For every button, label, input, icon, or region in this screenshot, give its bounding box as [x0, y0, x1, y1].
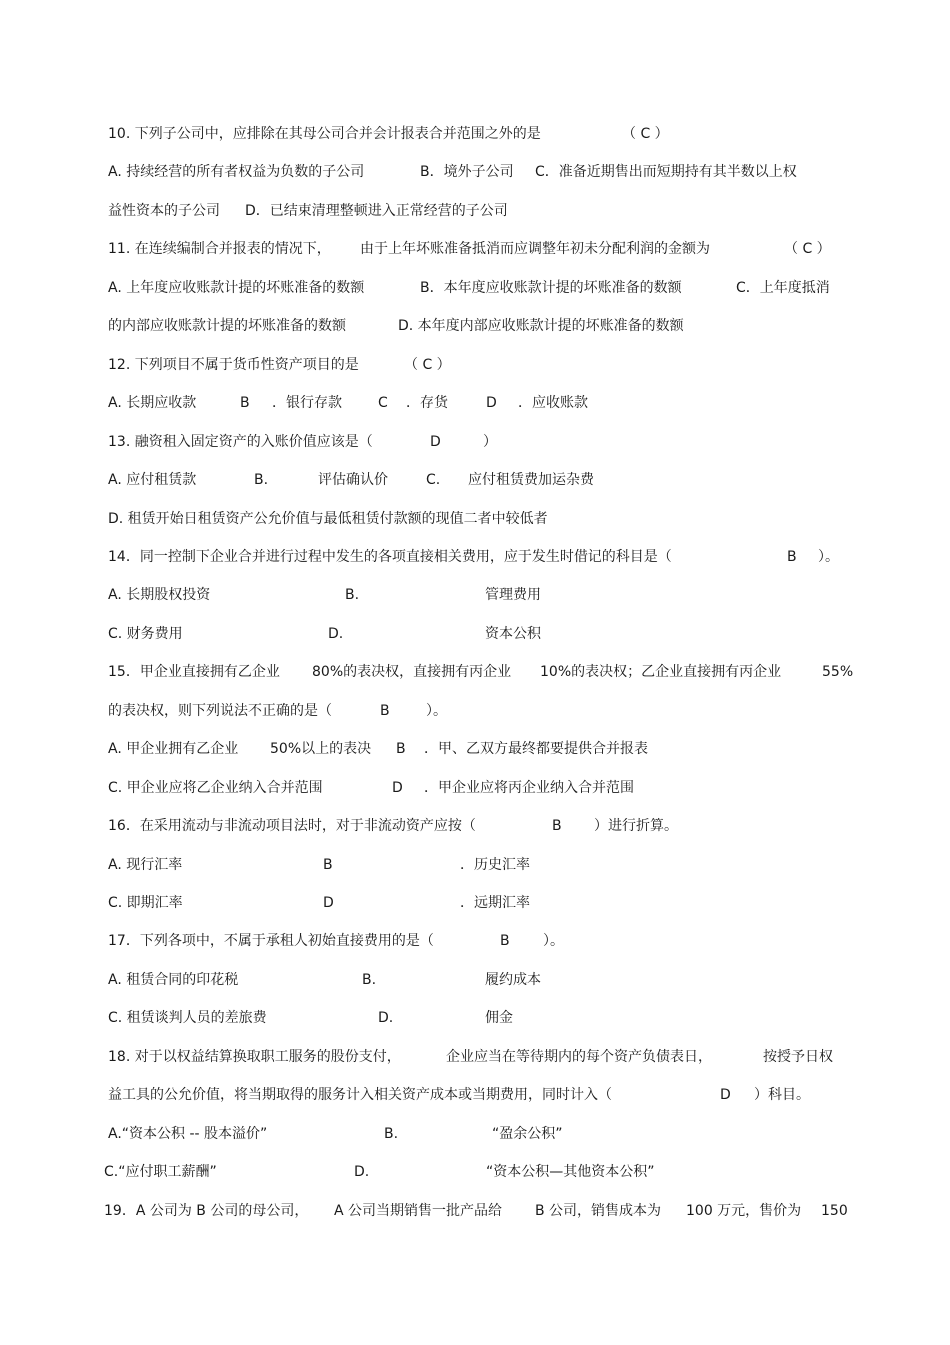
text-segment: B．本年度应收账款计提的坏账准备的数额 [420, 279, 682, 296]
text-segment: B [380, 702, 390, 719]
text-segment: 益工具的公允价值，将当期取得的服务计入相关资产成本或当期费用，同时计入（ [108, 1087, 612, 1104]
text-segment: D [323, 895, 334, 911]
text-segment: B [787, 548, 797, 565]
text-line [0, 508, 950, 530]
text-segment: 19．A 公司为 B 公司的母公司， [104, 1202, 309, 1219]
text-segment: ．存货 [406, 395, 448, 412]
text-line [0, 1123, 950, 1145]
text-line [0, 738, 950, 760]
text-segment: 10. 下列子公司中，应排除在其母公司合并会计报表合并范围之外的是 [108, 126, 541, 142]
text-segment: D [720, 1087, 731, 1104]
text-segment: 企业应当在等待期内的每个资产负债表日， [446, 1048, 712, 1065]
text-line [0, 854, 950, 876]
text-line [0, 1007, 950, 1029]
text-segment: B．境外子公司 [420, 164, 514, 181]
text-line [0, 1161, 950, 1183]
text-line [0, 700, 950, 722]
text-segment: C. 即期汇率 [108, 895, 183, 911]
text-segment: ）科目。 [754, 1087, 810, 1104]
text-segment: D. [354, 1164, 370, 1181]
text-segment: ）。 [818, 548, 839, 565]
text-line [0, 315, 950, 337]
text-segment: 按授予日权 [763, 1048, 833, 1065]
text-segment: ．应收账款 [518, 395, 588, 412]
text-segment: C [378, 395, 388, 412]
text-segment: B. [362, 971, 377, 988]
text-segment: B [552, 818, 562, 835]
text-segment: C. 财务费用 [108, 625, 183, 642]
text-segment: 的表决权，则下列说法不正确的是（ [108, 702, 332, 719]
text-line [0, 161, 950, 183]
text-line [0, 200, 950, 222]
text-segment: A. 长期应收款 [108, 395, 197, 412]
text-segment: C.“应付职工薪酬” [104, 1164, 217, 1181]
text-line [0, 469, 950, 491]
text-line [0, 584, 950, 606]
text-line [0, 123, 950, 145]
text-segment: D [392, 779, 403, 796]
text-segment: 16．在采用流动与非流动项目法时，对于非流动资产应按（ [108, 818, 476, 835]
text-segment: 应付租赁费加运杂费 [468, 472, 594, 489]
text-line [0, 392, 950, 414]
text-segment: A. 租赁合同的印花税 [108, 971, 239, 988]
text-segment: 佣金 [485, 1010, 513, 1027]
text-segment: （ C ） [784, 241, 831, 258]
text-segment: 18. 对于以权益结算换取职工服务的股份支付， [108, 1048, 401, 1065]
text-segment: C. 租赁谈判人员的差旅费 [108, 1010, 267, 1027]
text-segment: B [240, 395, 250, 412]
text-segment: 100 万元，售价为 [686, 1202, 802, 1219]
text-segment: B [323, 856, 333, 873]
text-segment: A. 应付租赁款 [108, 472, 197, 489]
text-segment: B [500, 933, 510, 950]
text-segment: D．已结束清理整顿进入正常经营的子公司 [245, 202, 508, 219]
text-segment: 10%的表决权；乙企业直接拥有丙企业 [540, 664, 782, 681]
text-line [0, 431, 950, 453]
text-segment: A. 长期股权投资 [108, 587, 211, 604]
text-segment: （ C ） [622, 126, 669, 142]
text-segment: 50%以上的表决 [270, 741, 372, 758]
text-segment: “资本公积—其他资本公积” [486, 1164, 655, 1181]
text-segment: “盈余公积” [492, 1125, 563, 1142]
text-segment: ）。 [543, 933, 564, 950]
text-segment: 益性资本的子公司 [108, 202, 220, 219]
text-segment: D. [328, 625, 344, 642]
text-line [0, 623, 950, 645]
text-segment: A. 甲企业拥有乙企业 [108, 741, 239, 758]
text-segment: D. 租赁开始日租赁资产公允价值与最低租赁付款额的现值二者中较低者 [108, 510, 548, 527]
text-segment: 15．甲企业直接拥有乙企业 [108, 664, 280, 681]
text-segment: B. [345, 587, 360, 604]
text-segment: D [430, 433, 441, 450]
text-segment: A.“资本公积 -- 股本溢价” [108, 1125, 268, 1142]
text-line [0, 1084, 950, 1106]
text-segment: C. 甲企业应将乙企业纳入合并范围 [108, 779, 323, 796]
text-segment: D [486, 395, 497, 412]
text-segment: 17．下列各项中，不属于承租人初始直接费用的是（ [108, 933, 434, 950]
text-line [0, 354, 950, 376]
text-segment: A. 持续经营的所有者权益为负数的子公司 [108, 164, 365, 181]
text-segment: B 公司，销售成本为 [535, 1202, 662, 1219]
text-line [0, 661, 950, 683]
text-segment: 管理费用 [485, 587, 541, 604]
text-segment: 12. 下列项目不属于货币性资产项目的是 [108, 356, 359, 373]
text-segment: D. 本年度内部应收账款计提的坏账准备的数额 [398, 318, 684, 335]
text-segment: B. [254, 472, 269, 489]
text-segment: 的内部应收账款计提的坏账准备的数额 [108, 318, 346, 335]
text-segment: C．上年度抵消 [736, 279, 830, 296]
text-segment: （ C ） [404, 356, 451, 373]
text-segment: B [396, 741, 406, 758]
text-segment: 由于上年坏账准备抵消而应调整年初未分配利润的金额为 [360, 241, 710, 258]
text-segment: 150 [821, 1202, 848, 1219]
text-segment: ．银行存款 [272, 395, 342, 412]
text-segment: ）进行折算。 [594, 818, 678, 835]
text-segment: 14．同一控制下企业合并进行过程中发生的各项直接相关费用，应于发生时借记的科目是（ [108, 548, 672, 565]
text-segment: C. [426, 472, 441, 489]
text-segment: A 公司当期销售一批产品给 [334, 1202, 503, 1219]
text-segment: ．远期汇率 [460, 895, 530, 911]
text-segment: 11. 在连续编制合并报表的情况下， [108, 241, 331, 258]
text-line [0, 815, 950, 837]
text-segment: ．甲、乙双方最终都要提供合并报表 [424, 741, 648, 758]
text-segment: ）。 [426, 702, 447, 719]
text-line [0, 892, 950, 914]
text-line [0, 1046, 950, 1068]
text-line [0, 930, 950, 952]
text-line [0, 238, 950, 260]
text-segment: D. [378, 1010, 394, 1027]
text-line [0, 777, 950, 799]
text-segment: C．准备近期售出而短期持有其半数以上权 [535, 164, 797, 181]
text-line [0, 969, 950, 991]
text-segment: ．甲企业应将丙企业纳入合并范围 [424, 779, 634, 796]
text-segment: ） [483, 433, 497, 450]
text-line [0, 277, 950, 299]
text-line [0, 546, 950, 568]
text-segment: 55% [822, 664, 854, 681]
text-segment: B. [384, 1125, 399, 1142]
text-segment: 80%的表决权，直接拥有丙企业 [312, 664, 512, 681]
text-line [0, 1200, 950, 1222]
text-segment: 13. 融资租入固定资产的入账价值应该是（ [108, 433, 373, 450]
text-segment: A. 现行汇率 [108, 856, 183, 873]
text-segment: 履约成本 [485, 971, 541, 988]
text-segment: 资本公积 [485, 625, 541, 642]
text-segment: A. 上年度应收账款计提的坏账准备的数额 [108, 279, 365, 296]
text-segment: ．历史汇率 [460, 856, 530, 873]
text-segment: 评估确认价 [318, 472, 388, 489]
